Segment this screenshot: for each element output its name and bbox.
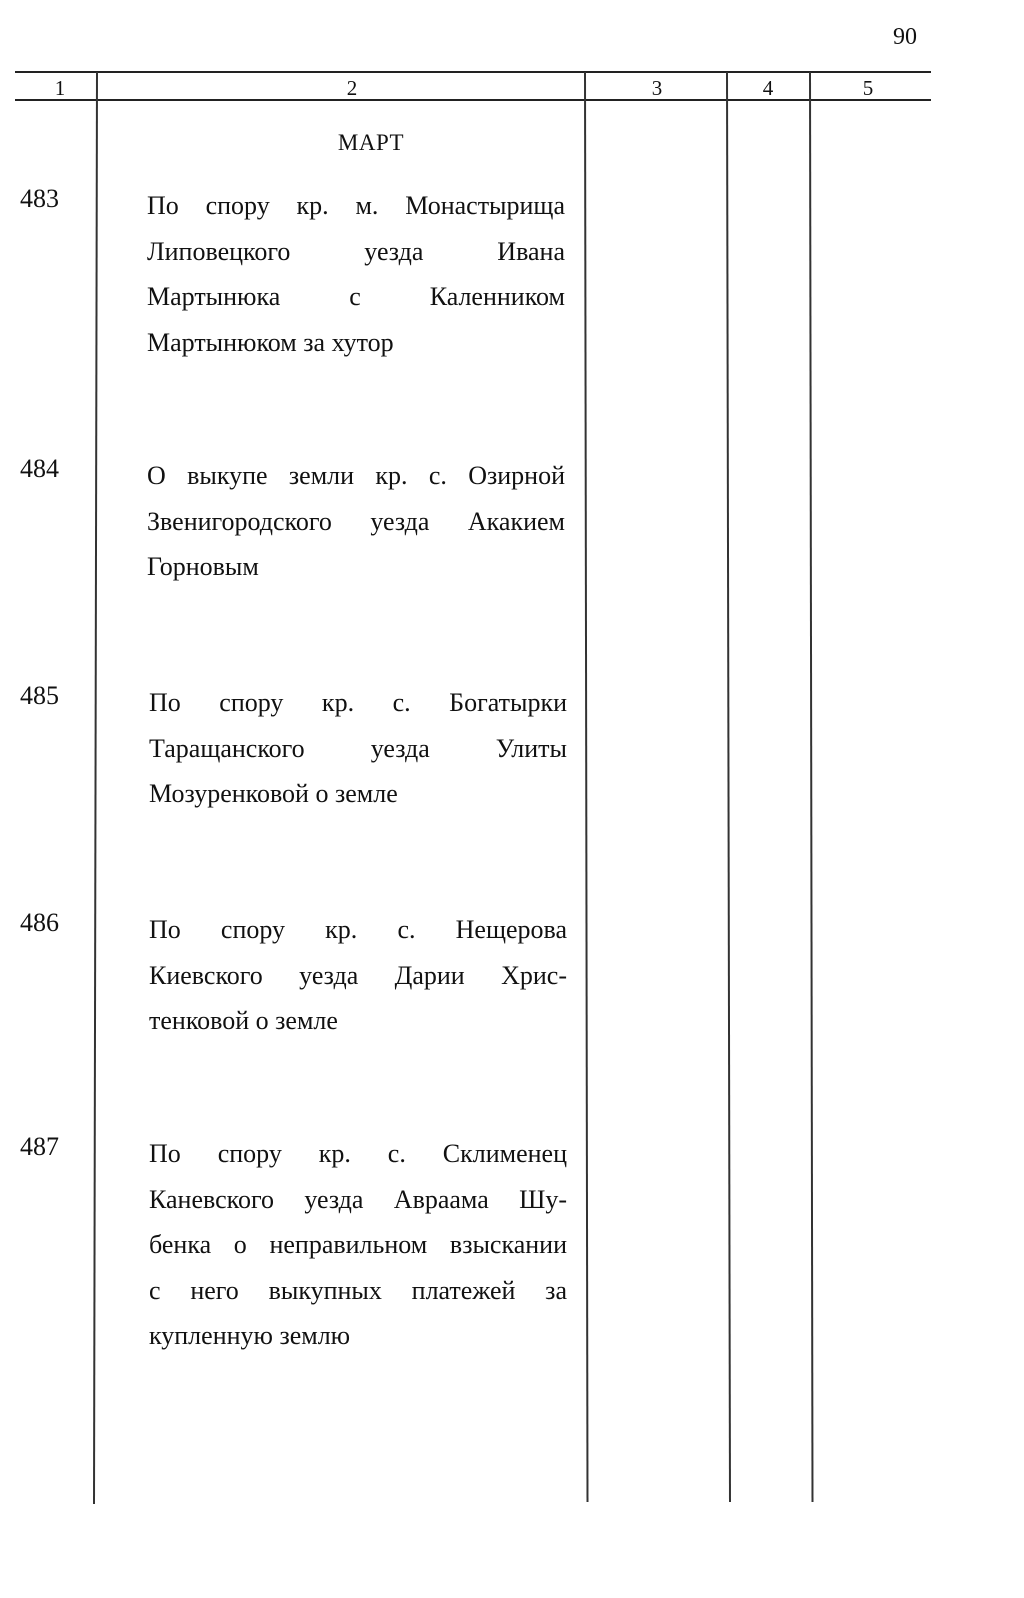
entry-number: 485 <box>20 681 59 710</box>
entry-line: с него выкупных платежей за <box>149 1275 567 1305</box>
section-heading: МАРТ <box>337 130 405 155</box>
entry-line: Таращанского уезда Улиты <box>149 733 567 763</box>
entry-number: 484 <box>20 454 59 483</box>
entry-line: Мартынюка с Каленником <box>147 282 565 311</box>
entry-line: Звенигородского уезда Акакием <box>147 506 565 536</box>
entry-line: бенка о неправильном взыскании <box>149 1230 567 1259</box>
column-divider-1 <box>93 72 98 1504</box>
column-divider-3 <box>726 72 731 1502</box>
table-top-rule <box>15 71 931 73</box>
entry-line: Киевского уезда Дарии Хрис- <box>149 960 567 990</box>
column-header-1: 1 <box>54 76 66 100</box>
entry-description <box>147 453 565 590</box>
page-number: 90 <box>893 24 917 50</box>
entry-line: Липовецкого уезда Ивана <box>147 236 565 266</box>
entry-number: 483 <box>20 184 59 213</box>
entry-line: Каневского уезда Авраама Шу- <box>149 1184 567 1214</box>
column-header-4: 4 <box>762 76 774 100</box>
column-header-2: 2 <box>346 76 358 100</box>
entry-number: 487 <box>20 1132 59 1161</box>
entry-description <box>149 907 567 1044</box>
entry-line: По спору кр. с. Нещерова <box>149 915 567 944</box>
entry-description <box>149 680 567 817</box>
entry-line: купленную землю <box>149 1321 351 1350</box>
entry-description <box>149 1131 567 1359</box>
entry-line: Горновым <box>147 552 259 581</box>
entry-line: О выкупе земли кр. с. Озирной <box>147 461 565 490</box>
column-header-3: 3 <box>651 76 663 100</box>
entry-number: 486 <box>20 908 59 937</box>
entry-line: По спору кр. с. Богатырки <box>149 688 567 717</box>
entry-line: Мозуренковой о земле <box>149 779 398 808</box>
entry-line: Мартынюком за хутор <box>147 327 394 357</box>
entry-line: По спору кр. м. Монастырища <box>147 191 565 220</box>
entry-line: По спору кр. с. Склименец <box>149 1139 567 1168</box>
entry-line: тенковой о земле <box>149 1006 338 1035</box>
header-bottom-rule <box>15 99 931 101</box>
column-divider-2 <box>584 72 588 1502</box>
entry-description <box>147 183 565 365</box>
column-header-5: 5 <box>862 76 874 100</box>
column-divider-4 <box>809 72 813 1502</box>
